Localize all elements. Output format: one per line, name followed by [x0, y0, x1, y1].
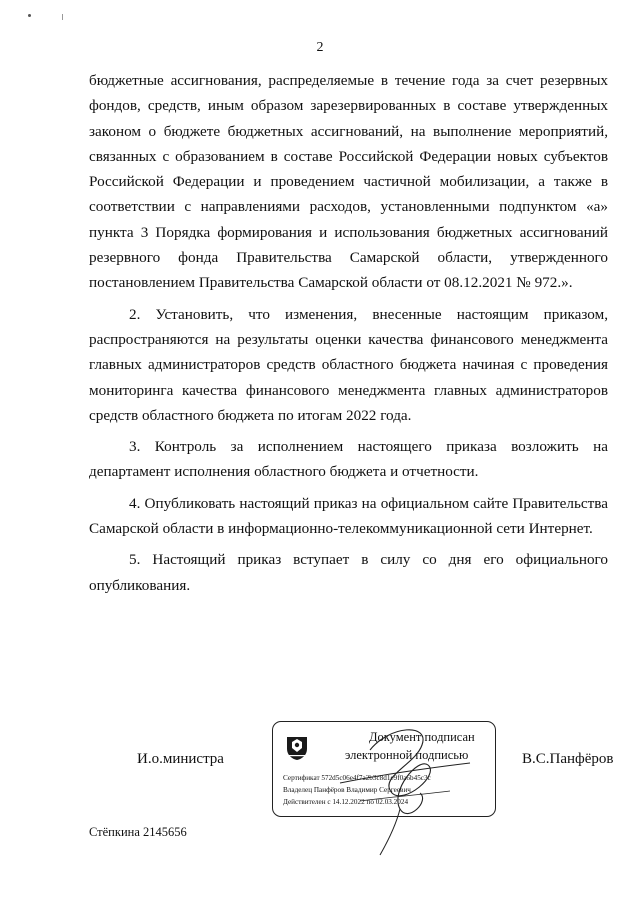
scan-speck	[62, 14, 63, 20]
stamp-certificate: Сертификат 572d5c06e4f7a2b3c8d1e9f0a6b45c3c	[283, 774, 431, 782]
stamp-owner: Владелец Панфёров Владимир Сергеевич	[283, 786, 411, 794]
stamp-title-line1: Документ подписан	[369, 730, 475, 744]
signer-name: В.С.Панфёров	[522, 751, 614, 767]
paragraph-5: 5. Настоящий приказ вступает в силу со дня его официального опубликования.	[89, 551, 608, 594]
stamp-title-line2: электронной подписью	[345, 748, 469, 762]
paragraph-1: бюджетные ассигнования, распределяемые в течение года за счет резервных фондов, средств, иным образом зарезервированных в составе утвержденных законом о бюджете бюджетных ассигнований, на выполнение мероприятий, связанных с образованием в составе Российской Федерации новых субъектов Российской Федерации и проведением частичной мобилизации, а также в соответствии с направлениями расходов, установленными подпунктом «а» пункта 3 Порядка формирования и использования бюджетных ассигнований резервного фонда Правительства Самарской области, утвержденного постановлением Правительства Самарской области от 08.12.2021 № 972.».	[89, 72, 608, 292]
executor-contact: Стёпкина 2145656	[89, 825, 187, 839]
document-body	[89, 68, 608, 604]
scan-speck	[28, 14, 31, 17]
paragraph-3: 3. Контроль за исполнением настоящего приказа возложить на департамент исполнения областного бюджета и отчетности.	[89, 438, 608, 481]
paragraph-2: 2. Установить, что изменения, внесенные настоящим приказом, распространяются на результаты оценки качества финансового менеджмента главных администраторов средств областного бюджета начиная с проведения мониторинга качества финансового менеджмента главных администраторов средств областного бюджета по итогам 2022 года.	[89, 305, 608, 424]
stamp-validity: Действителен с 14.12.2022 по 02.03.2024	[283, 798, 409, 806]
coat-of-arms-icon	[286, 735, 308, 761]
signer-title: И.о.министра	[137, 751, 224, 767]
page-number: 2	[316, 40, 324, 55]
electronic-signature-stamp	[272, 721, 496, 817]
paragraph-4: 4. Опубликовать настоящий приказ на официальном сайте Правительства Самарской области в информационно-телекоммуникационной сети Интернет.	[89, 494, 608, 538]
